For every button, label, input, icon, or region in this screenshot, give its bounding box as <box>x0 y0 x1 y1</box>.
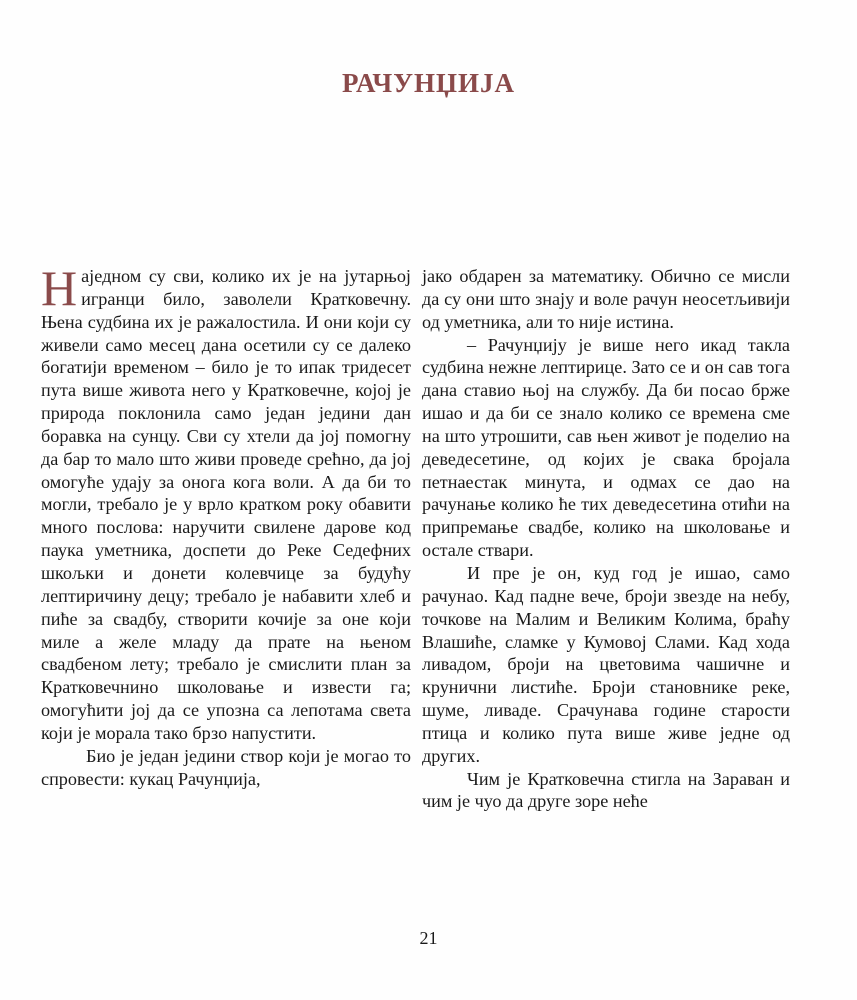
page-title: РАЧУНЏИЈА <box>341 68 516 98</box>
paragraph: Чим је Кратковечна стигла на Зараван и чим је чуо да друге зоре неће <box>422 768 790 812</box>
paragraph: И пре је он, куд год је ишао, само рачунао. Кад падне вече, броји звезде на небу, точкове на Малим и Великим Колима, браћу Влашиће, сламке у Кумовој Слами. Кад хода ливадом, броји на цветовима чашичне и крунични листиће. Броји становнике реке, шуме, ливаде. Срачунава године старости птица и колико пута више живе једне од других. <box>422 562 790 766</box>
drop-cap: Н <box>41 260 78 316</box>
paragraph: – Рачунџију је више него икад такла судбина нежне лептирице. Зато се и он сав тога дана ставио њој на службу. Да би посао брже ишао и да би се знало колико се времена сме на што утрошити, сав њен живот је поделио на деведесетине, од којих је свака бројала петнаестак минута, и одмах се дао на рачунање колико ће тих деведесетина отићи на припремање свадбе, колико на школовање и остале ствари. <box>422 334 790 561</box>
paragraph: Био је један једини створ који је могао то спровести: кукац Рачунџија, <box>41 745 411 789</box>
paragraph <box>41 260 411 745</box>
paragraph: јако обдарен за математику. Обично се мисли да су они што знају и воле рачун неосетљивији од уметника, али то није истина. <box>422 266 790 332</box>
paragraph-text: аједном су сви, колико их је на јутарњој игранци било, заволели Кратковечну. Њена судбина их је ражалостила. И они који су живели само месец дана осетили су се далеко богатији временом – било је то ипак тридесет пута више живота него у Кратковечне, којој је природа поклонила само један једини дан боравка на сунцу. Сви су хтели да јој помогну да бар то мало што живи проведе срећно, да јој омогуће удају за онога кога воли. А да би то могли, требало је у врло кратком року обавити много послова: наручити свилене дарове код паука уметника, доспети до Реке Седефних шкољки и донети колевчице за будућу лептиричину децу; требало је набавити хлеб и пиће за свадбу, створити кочије за оне који миле а желе младу да прате на њеном свадбеном лету; требало је смислити план за Кратковечнино школовање и извести га; омогућити јој да се упозна са лепотама света који је морала тако брзо напустити. <box>41 266 411 743</box>
text-column-left <box>41 260 411 790</box>
text-column-right <box>422 265 790 813</box>
page-number: 21 <box>419 928 438 948</box>
